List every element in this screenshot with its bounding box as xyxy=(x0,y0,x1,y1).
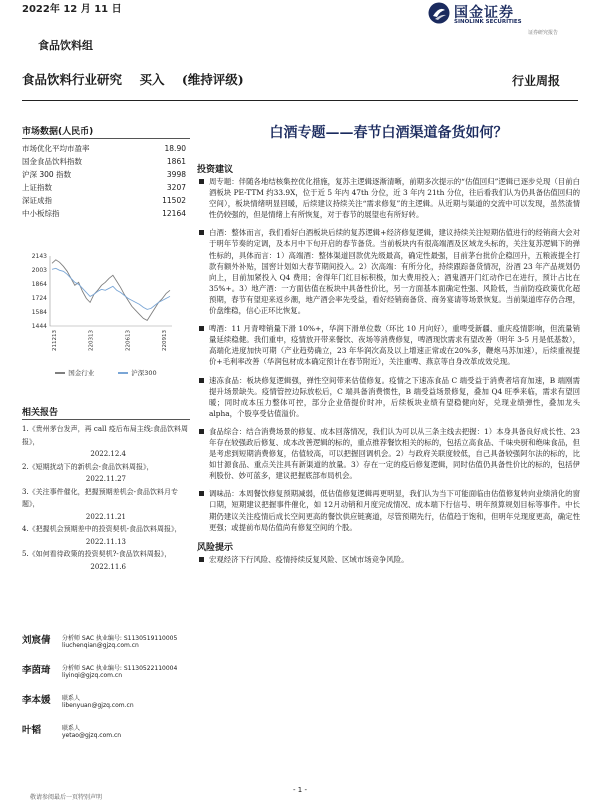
related-date: 2022.11.6 xyxy=(90,562,126,571)
analyst xyxy=(22,690,190,720)
y-tick-label: 2003 xyxy=(31,267,47,274)
market-label: 深证成指 xyxy=(22,196,52,205)
chart-legend xyxy=(22,368,190,377)
related-list xyxy=(22,423,190,573)
related-text: 4.《把握机会预期差中的投资契机-食品饮料周报》， xyxy=(22,525,182,533)
y-tick-label: 2143 xyxy=(31,253,47,260)
industry-title xyxy=(22,70,244,88)
related-heading: 相关报告 xyxy=(22,405,190,420)
rating: 买入 xyxy=(139,72,165,87)
related-item[interactable] xyxy=(22,486,190,524)
risk-text: 宏观经济下行风险、疫情持续反复风险、区域市场竞争风险。 xyxy=(197,554,580,565)
logo-en-text: SINOLINK SECURITIES xyxy=(454,19,522,25)
market-row xyxy=(22,181,190,194)
y-tick-label: 1584 xyxy=(31,309,47,316)
analyst-cert: 分析师 SAC 执业编号: S1130522110004 xyxy=(62,665,178,672)
related-text: 5.《如何看待政策的投资契机?-食品饮料周报》， xyxy=(22,550,172,558)
market-row xyxy=(22,168,190,181)
market-label: 国金食品饮料指数 xyxy=(22,157,82,166)
analyst-cert: 联系人 xyxy=(62,695,81,702)
advice-paragraph: 啤酒：11 月青啤销量下滑 10%+，华润下滑单位数（环比 10 月向好），重啤受新疆、重庆疫情影响，但流量销量延续稳健。我们重申，疫情放开带来餐饮、夜场等消费修复，啤酒现饮需求有望改善（明年 3-5 月是低基数），高端化进度加快可期（产业趋势确立，23 年华润次高及以上增速正常或在20%多，鞭炮马苏加速），后续重视提价+毛利率改善（华润包材成本确定预计在春节附近），关注重啤、燕京等自身改革成效兑现。 xyxy=(197,323,580,367)
related-reports xyxy=(22,405,190,573)
disclaimer-note: 敬请参阅最后一页特别声明 xyxy=(30,794,103,800)
report-type: 行业周报 xyxy=(511,74,560,88)
related-date: 2022.11.27 xyxy=(85,475,126,483)
analyst-name: 李本媛 xyxy=(22,695,51,706)
related-date: 2022.12.4 xyxy=(90,450,126,458)
y-tick-label: 1864 xyxy=(31,281,47,288)
advice-heading: 投资建议 xyxy=(197,165,234,175)
title-prefix: 食品饮料行业研究 xyxy=(22,72,123,87)
market-row xyxy=(22,207,190,220)
market-row xyxy=(22,155,190,168)
analyst-cert: 分析师 SAC 执业编号: S1130519110005 xyxy=(62,635,178,642)
main-content xyxy=(197,122,580,572)
analyst xyxy=(22,660,190,690)
x-tick-label: 220913 xyxy=(162,330,168,351)
related-text: 2.《短期扰动下的新机会-食品饮料周报》， xyxy=(22,462,154,471)
rating-sub: (维持评级) xyxy=(181,72,244,87)
logo-sub-text: 证券研究报告 xyxy=(528,30,559,36)
x-tick-label: 220613 xyxy=(125,330,132,351)
chart-axis xyxy=(50,256,172,326)
related-text: 3.《关注事件催化，把握预期差机会-食品饮料月专题》， xyxy=(22,487,179,508)
market-value: 3998 xyxy=(166,170,186,179)
market-data-panel xyxy=(22,124,190,220)
market-value: 1861 xyxy=(166,157,186,166)
x-tick-label: 211213 xyxy=(52,330,58,351)
advice-paragraph: 调味品：本周餐饮修复预期减弱，低估值修复逻辑再更明显，我们认为当下可能面临由估值修复转向业绩消化的窗口期，短期建议把握事件催化，如 12月动销和月度完成情况、成本端下行信号、明年预算规划目标等事件。中长期仍建议关注疫情后成长空间更高的餐饮供应链赛道，尽管预期先行，估值趋于饱和，但明年兑现度更高，确定性更强；或提前布局估值尚有修复空间的个股。 xyxy=(197,488,580,532)
advice-paragraph: 速冻食品：板块修复逻辑强，弹性空间带来估值修复。疫情之下速冻食品 C 端受益于消费者培育加速，B 端刚需提升场景缺失。疫情管控边际放松后，C 端具备消费惯性，B 端受益场景修复，叠加 Q4 旺季来临，需求有望回暖；同时成本压力整体可控，部分企业借提价时冲，后续板块业绩有望稳健向好，兑现业绩弹性，叠加龙头 alpha，个股享受估值溢价。 xyxy=(197,375,580,419)
series-line-沪深300 xyxy=(52,268,170,309)
related-item[interactable] xyxy=(22,523,190,548)
related-text: 1.《贵州茅台发声，再 call 疫后布局主线:食品饮料周报》， xyxy=(22,425,189,446)
market-value: 18.90 xyxy=(164,144,186,153)
market-rows xyxy=(22,142,190,220)
series-line-国金行业 xyxy=(52,260,170,321)
advice-paragraph: 食品综合：结合消费场景的修复、成本回落情况，我们认为可以从三条主线去把握：1）本身具备良好成长性、23 年存在较强政后修复、成本改善逻辑的标的，重点推荐餐饮相关的标的，包括立高食品、千味央厨和绝味食品，但是考虑到短期消费修复，估值较高，可以把握回调机会。2）与政府关联度较低，自己具备较强阿尔法的标的，比如甘源食品、重点关注具有新渠道的放量。3）存在一定的疫后修复逻辑，同时估值仍具备性价比的标的，包括伊利股份、妙可蓝多，建议把握底部布局机会。 xyxy=(197,426,580,481)
analyst-name: 李茵琦 xyxy=(22,665,51,676)
analyst-name: 刘宸倩 xyxy=(22,635,51,646)
market-heading: 市场数据(人民币) xyxy=(22,124,190,139)
market-value: 12164 xyxy=(162,209,186,218)
doc-title: 白酒专题——春节白酒渠道备货如何？ xyxy=(269,125,508,141)
brand-logo xyxy=(428,2,578,34)
market-row xyxy=(22,194,190,207)
related-item[interactable] xyxy=(22,423,190,461)
legend-item: 国金行业 xyxy=(55,368,94,377)
market-value: 3207 xyxy=(166,183,186,192)
logo-mark-icon xyxy=(428,2,450,24)
advice-paragraphs xyxy=(197,176,580,533)
related-date: 2022.11.13 xyxy=(85,537,126,546)
y-tick-label: 1444 xyxy=(31,323,47,330)
header-divider xyxy=(22,100,578,101)
x-tick-label: 220313 xyxy=(88,330,95,351)
legend-item: 沪深300 xyxy=(118,368,156,377)
analyst-email[interactable]: libenyuan@gjzq.com.cn xyxy=(62,702,134,709)
related-item[interactable] xyxy=(22,548,190,573)
analyst-email[interactable]: yetao@gjzq.com.cn xyxy=(62,732,122,739)
market-label: 中小板综指 xyxy=(22,209,60,218)
y-tick-label: 1724 xyxy=(31,295,47,302)
analyst-email[interactable]: liyinqi@gjzq.com.cn xyxy=(62,672,122,679)
logo-cn-text: 国金证券 xyxy=(454,5,514,21)
market-label: 沪深 300 指数 xyxy=(22,170,72,179)
analyst-list xyxy=(22,630,190,750)
related-item[interactable] xyxy=(22,461,190,486)
market-label: 上证指数 xyxy=(22,183,52,192)
analyst-cert: 联系人 xyxy=(62,725,81,732)
analyst xyxy=(22,720,190,750)
market-label: 市场优化平均市盈率 xyxy=(22,144,90,153)
page-number: - 1 - xyxy=(293,786,307,794)
report-date: 2022年 12 月 11 日 xyxy=(22,4,122,15)
advice-paragraph: 白酒：整体而言，我们看好白酒板块后续的复苏逻辑+经济修复逻辑，建议持续关注短期估值进行的经销商大会对于明年节奏的定调，及本月中下旬开启的春节备货。当前板块内有很高端酒及区域龙头标的，关注复苏逻辑下的弹性标的，具体而言：1）高端酒：整体渠道回款优先级最高，确定性最强，目前茅台批价企稳回升，五粮液提全打款有额外补贴，国窖计划如大春节期间投入。2）次高端：有所分化，持续跟踪备货情况，汾酒 23 年产品规划仍向上，目前加紧投入 Q4 费用；舍得年门红目标积极，加大费用投入；酒鬼酒开门红动作已在进行，预计占比在 35%+。3）地产酒：一方面估值在板块中具备性价比，另一方面基本面确定性强、风险低，当前防疫政策优化超预期，春节有望迎来返乡潮，地产酒会率先受益，看好经销商备货、商务宴请等场景恢复。当前渠道库存仍合理，价盘维稳，信心正环比恢复。 xyxy=(197,227,580,316)
analyst-email[interactable]: liuchenqian@gjzq.com.cn xyxy=(62,642,139,649)
analyst xyxy=(22,630,190,660)
market-row xyxy=(22,142,190,155)
analyst-name: 叶韬 xyxy=(22,725,42,736)
index-chart xyxy=(22,250,190,378)
research-group: 食品饮料组 xyxy=(38,39,93,52)
advice-paragraph: 周专题：伴随各地结核集控优化措施，复苏主逻辑逐渐清晰，前期多次提示的“估值回归”逻辑已逐步兑现（目前白酒板块 PE-TTM 约33.9X，位于近 5 年内 47th 分位，近 3 年内 21th 分位，往后看我们认为仍具备估值回归的空间），板块情绪明显回暖，后续建议持续关注“需求修复”的主逻辑。从近期与渠道的交流中可以发现，虽然渣情性仍较强的，但是情绪上有所恢复，对于春节的展望也有所好转。 xyxy=(197,176,580,220)
related-date: 2022.11.21 xyxy=(85,512,126,521)
market-value: 11502 xyxy=(162,196,186,205)
risk-heading: 风险提示 xyxy=(197,542,234,553)
chart-svg xyxy=(22,250,190,366)
